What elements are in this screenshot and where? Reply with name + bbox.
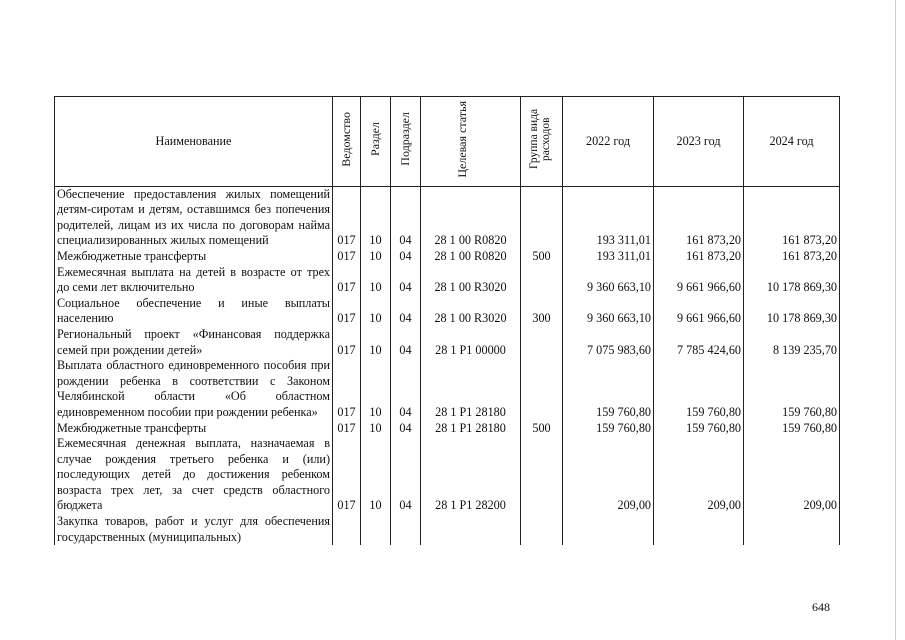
row-podrazdel: 04 (391, 436, 421, 514)
row-value-2024: 209,00 (744, 436, 840, 514)
row-value-2023: 9 661 966,60 (654, 296, 744, 327)
table-row (55, 421, 840, 437)
row-value-2022: 159 760,80 (563, 358, 654, 420)
row-value-2024: 159 760,80 (744, 421, 840, 437)
row-razdel: 10 (361, 296, 391, 327)
row-celevaya-statya: 28 1 00 R3020 (421, 265, 521, 296)
row-name: Ежемесячная выплата на детей в возрасте от трех до семи лет включительно (55, 265, 333, 296)
row-name: Ежемесячная денежная выплата, назначаемая в случае рождения третьего ребенка и (или) последующих детей до достижения ребенком возраста трех лет, за счет средств областного бюджета (55, 436, 333, 514)
budget-table (54, 96, 840, 545)
row-value-2022: 209,00 (563, 436, 654, 514)
row-name: Межбюджетные трансферты (55, 249, 333, 265)
row-vedomstvo: 017 (333, 358, 361, 420)
row-vedomstvo: 017 (333, 186, 361, 249)
table-row (55, 358, 840, 420)
row-podrazdel: 04 (391, 327, 421, 358)
row-value-2024 (744, 514, 840, 545)
table-row (55, 249, 840, 265)
row-gruppa (521, 436, 563, 514)
row-razdel: 10 (361, 358, 391, 420)
row-value-2023: 9 661 966,60 (654, 265, 744, 296)
row-podrazdel: 04 (391, 358, 421, 420)
row-podrazdel (391, 514, 421, 545)
row-value-2023 (654, 514, 744, 545)
row-podrazdel: 04 (391, 265, 421, 296)
row-gruppa (521, 265, 563, 296)
table-row (55, 186, 840, 249)
row-value-2024: 161 873,20 (744, 249, 840, 265)
row-value-2022: 7 075 983,60 (563, 327, 654, 358)
row-gruppa: 300 (521, 296, 563, 327)
row-name: Социальное обеспечение и иные выплаты населению (55, 296, 333, 327)
row-value-2022: 193 311,01 (563, 249, 654, 265)
row-name: Межбюджетные трансферты (55, 421, 333, 437)
header-celevaya-statya: Целевая статья (421, 97, 521, 187)
header-2024: 2024 год (744, 97, 840, 187)
row-razdel: 10 (361, 265, 391, 296)
row-razdel: 10 (361, 436, 391, 514)
row-podrazdel: 04 (391, 296, 421, 327)
header-2023: 2023 год (654, 97, 744, 187)
row-value-2023: 159 760,80 (654, 421, 744, 437)
row-value-2023: 7 785 424,60 (654, 327, 744, 358)
row-value-2022: 159 760,80 (563, 421, 654, 437)
row-gruppa (521, 514, 563, 545)
table-row (55, 436, 840, 514)
row-name: Обеспечение предоставления жилых помещений детям-сиротам и детям, оставшимся без попечения родителей, лицам из их числа по договорам найма специализированных жилых помещений (55, 186, 333, 249)
row-gruppa: 500 (521, 421, 563, 437)
row-gruppa (521, 327, 563, 358)
row-vedomstvo: 017 (333, 249, 361, 265)
table-row (55, 514, 840, 545)
row-value-2024: 10 178 869,30 (744, 265, 840, 296)
header-name: Наименование (55, 97, 333, 187)
row-celevaya-statya: 28 1 P1 00000 (421, 327, 521, 358)
row-value-2022 (563, 514, 654, 545)
row-podrazdel: 04 (391, 186, 421, 249)
row-value-2022: 193 311,01 (563, 186, 654, 249)
header-vedomstvo: Ведомство (333, 97, 361, 187)
header-podrazdel: Подраздел (391, 97, 421, 187)
row-vedomstvo: 017 (333, 296, 361, 327)
row-value-2024: 10 178 869,30 (744, 296, 840, 327)
row-value-2022: 9 360 663,10 (563, 265, 654, 296)
row-celevaya-statya (421, 514, 521, 545)
table-row (55, 265, 840, 296)
row-celevaya-statya: 28 1 00 R0820 (421, 249, 521, 265)
page-number: 648 (812, 600, 830, 614)
row-name: Региональный проект «Финансовая поддержка семей при рождении детей» (55, 327, 333, 358)
row-value-2024: 161 873,20 (744, 186, 840, 249)
row-value-2024: 159 760,80 (744, 358, 840, 420)
row-value-2022: 9 360 663,10 (563, 296, 654, 327)
header-gruppa-vida-raskhodov: Группа вида расходов (521, 97, 563, 187)
row-vedomstvo: 017 (333, 436, 361, 514)
row-vedomstvo: 017 (333, 265, 361, 296)
table-row (55, 327, 840, 358)
row-gruppa (521, 186, 563, 249)
header-2022: 2022 год (563, 97, 654, 187)
row-razdel (361, 514, 391, 545)
row-value-2023: 159 760,80 (654, 358, 744, 420)
row-gruppa (521, 358, 563, 420)
row-value-2024: 8 139 235,70 (744, 327, 840, 358)
row-celevaya-statya: 28 1 P1 28180 (421, 358, 521, 420)
row-value-2023: 161 873,20 (654, 186, 744, 249)
row-vedomstvo (333, 514, 361, 545)
row-razdel: 10 (361, 249, 391, 265)
row-gruppa: 500 (521, 249, 563, 265)
row-vedomstvo: 017 (333, 327, 361, 358)
row-value-2023: 161 873,20 (654, 249, 744, 265)
header-razdel: Раздел (361, 97, 391, 187)
row-celevaya-statya: 28 1 00 R3020 (421, 296, 521, 327)
row-razdel: 10 (361, 327, 391, 358)
row-name: Закупка товаров, работ и услуг для обеспечения государственных (муниципальных) (55, 514, 333, 545)
table-header-row (55, 97, 840, 187)
row-vedomstvo: 017 (333, 421, 361, 437)
row-celevaya-statya: 28 1 00 R0820 (421, 186, 521, 249)
row-celevaya-statya: 28 1 P1 28180 (421, 421, 521, 437)
scan-edge-line (895, 0, 896, 640)
row-razdel: 10 (361, 186, 391, 249)
row-razdel: 10 (361, 421, 391, 437)
row-podrazdel: 04 (391, 249, 421, 265)
row-value-2023: 209,00 (654, 436, 744, 514)
table-row (55, 296, 840, 327)
row-name: Выплата областного единовременного пособия при рождении ребенка в соответствии с Законом Челябинской области «Об областном единовременном пособии при рождении ребенка» (55, 358, 333, 420)
row-podrazdel: 04 (391, 421, 421, 437)
row-celevaya-statya: 28 1 P1 28200 (421, 436, 521, 514)
